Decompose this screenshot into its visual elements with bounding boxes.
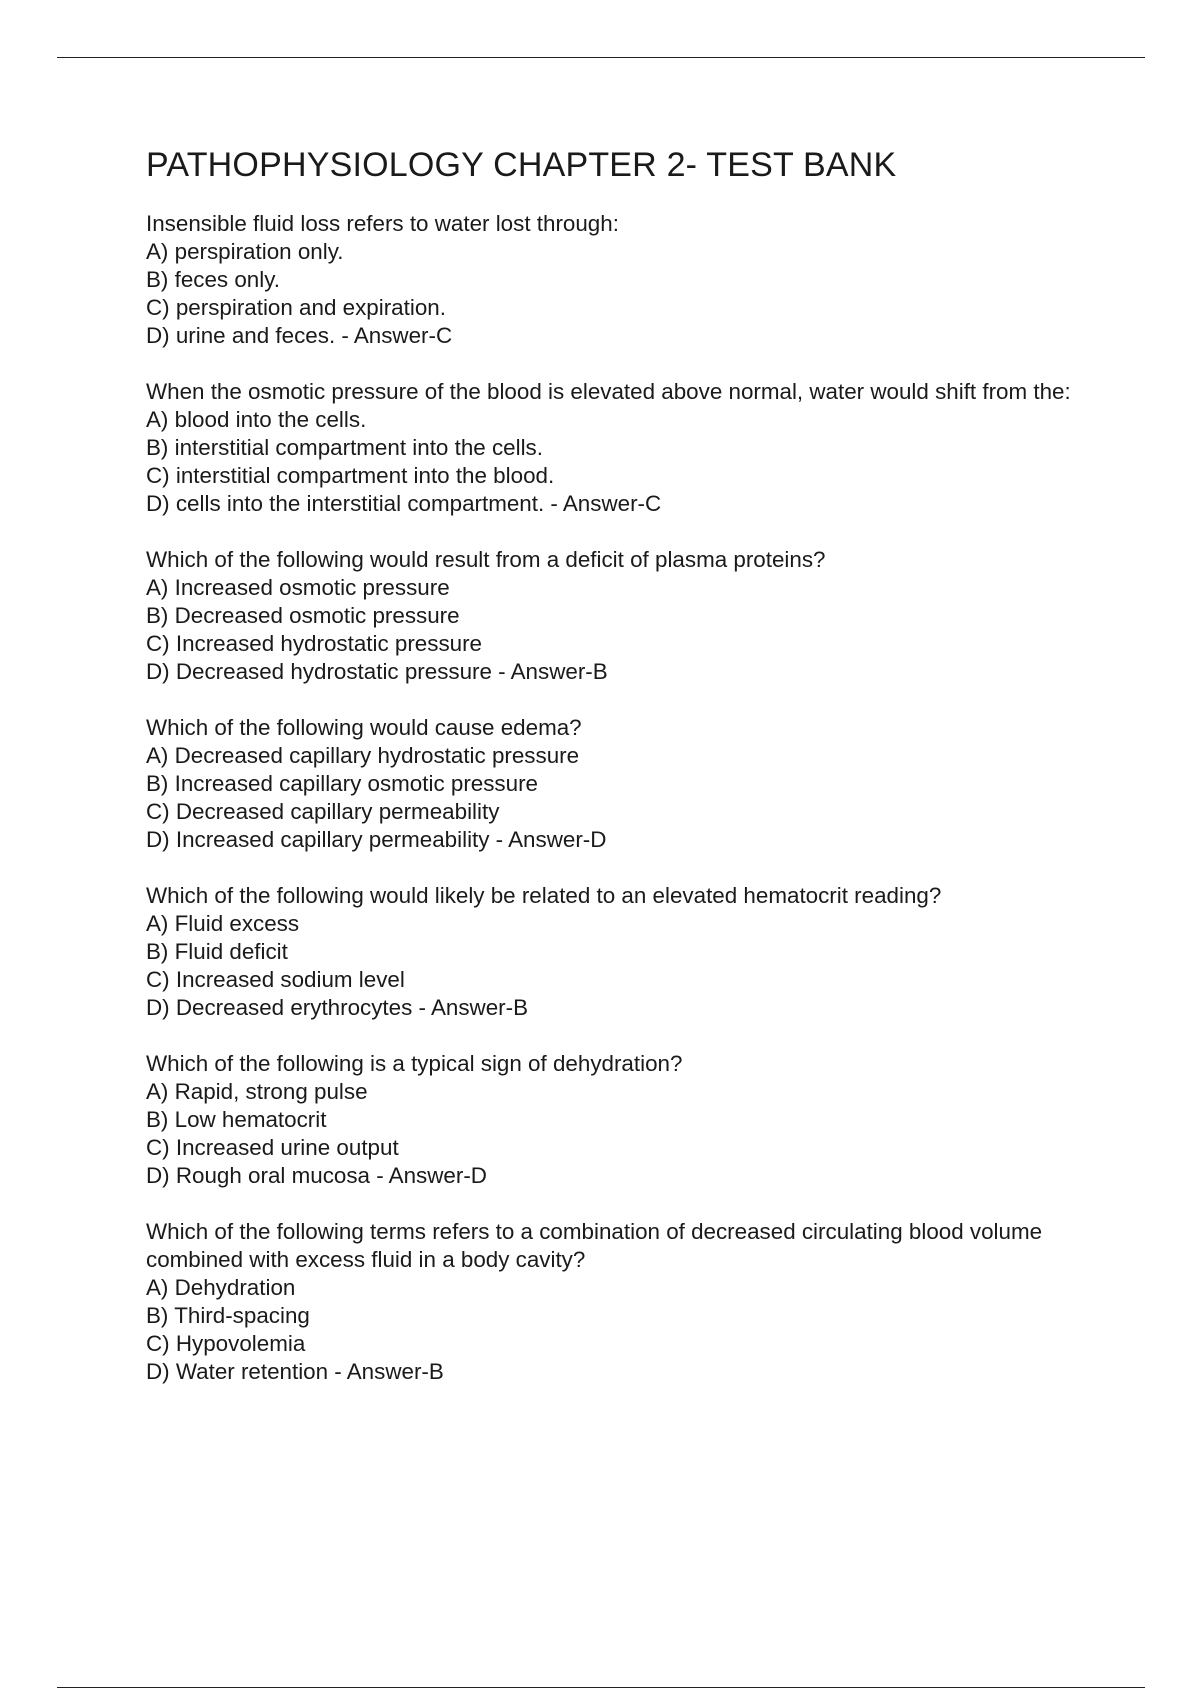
question-stem: Which of the following terms refers to a combination of decreased circulating blood volume combined with excess fluid in a body cavity? [146,1219,1043,1272]
question-2 [146,378,1076,518]
option-a: A) Dehydration [146,1275,296,1300]
question-7 [146,1218,1076,1386]
option-c: C) Hypovolemia [146,1331,306,1356]
question-1 [146,210,1076,350]
option-a: A) Decreased capillary hydrostatic pressure [146,743,580,768]
question-stem: Which of the following is a typical sign of dehydration? [146,1051,683,1076]
bottom-divider [57,1687,1145,1688]
option-c: C) Decreased capillary permeability [146,799,500,824]
question-stem: Which of the following would result from a deficit of plasma proteins? [146,547,826,572]
option-d-answer: D) Increased capillary permeability - Answer-D [146,827,607,852]
option-a: A) Rapid, strong pulse [146,1079,368,1104]
option-b: B) Fluid deficit [146,939,288,964]
option-b: B) feces only. [146,267,280,292]
option-a: A) Fluid excess [146,911,300,936]
option-a: A) Increased osmotic pressure [146,575,450,600]
question-6 [146,1050,1076,1190]
question-stem: When the osmotic pressure of the blood is elevated above normal, water would shift from the: [146,379,1071,404]
option-b: B) Decreased osmotic pressure [146,603,460,628]
option-a: A) perspiration only. [146,239,344,264]
option-d-answer: D) Decreased hydrostatic pressure - Answer-B [146,659,608,684]
option-a: A) blood into the cells. [146,407,367,432]
question-stem: Which of the following would cause edema? [146,715,582,740]
option-c: C) Increased hydrostatic pressure [146,631,483,656]
document-body [146,144,1076,1414]
option-d-answer: D) Decreased erythrocytes - Answer-B [146,995,529,1020]
option-b: B) interstitial compartment into the cells. [146,435,543,460]
question-4 [146,714,1076,854]
question-stem: Insensible fluid loss refers to water lost through: [146,211,619,236]
option-d-answer: D) Water retention - Answer-B [146,1359,444,1384]
top-divider [57,57,1145,58]
option-c: C) interstitial compartment into the blood. [146,463,555,488]
option-b: B) Increased capillary osmotic pressure [146,771,538,796]
option-c: C) Increased sodium level [146,967,405,992]
option-c: C) perspiration and expiration. [146,295,446,320]
option-b: B) Low hematocrit [146,1107,327,1132]
question-stem: Which of the following would likely be related to an elevated hematocrit reading? [146,883,942,908]
option-c: C) Increased urine output [146,1135,399,1160]
question-5 [146,882,1076,1022]
option-d-answer: D) cells into the interstitial compartment. - Answer-C [146,491,662,516]
option-b: B) Third-spacing [146,1303,310,1328]
question-3 [146,546,1076,686]
option-d-answer: D) urine and feces. - Answer-C [146,323,453,348]
option-d-answer: D) Rough oral mucosa - Answer-D [146,1163,487,1188]
document-title: PATHOPHYSIOLOGY CHAPTER 2- TEST BANK [146,146,897,184]
